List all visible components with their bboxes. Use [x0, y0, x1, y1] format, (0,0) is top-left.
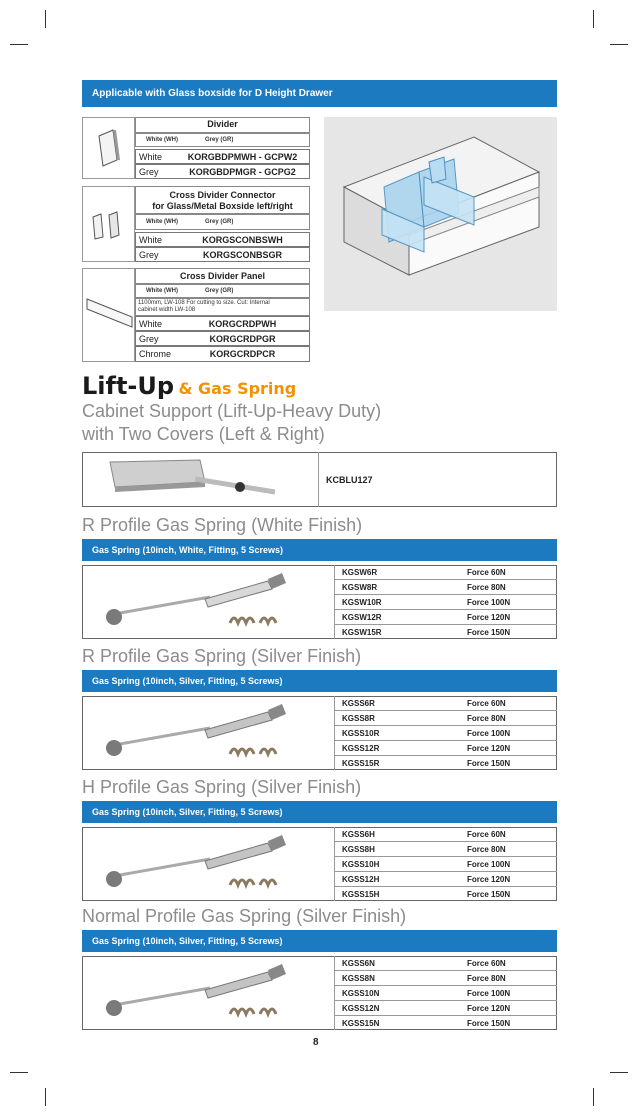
- finish-label: White: [139, 152, 163, 162]
- panel-note-1: 1100mm, LW-108 For cutting to size. Cut: Internal: [138, 300, 270, 306]
- gas-spring-image: [90, 962, 320, 1027]
- finish-label: White: [139, 235, 163, 245]
- gas-spring-icon: [90, 571, 320, 631]
- spring-force: Force 100N: [467, 598, 511, 607]
- cabinet-support-image: [105, 457, 285, 502]
- spring-code: KGSS12N: [342, 1004, 380, 1013]
- spring-force: Force 80N: [467, 845, 506, 854]
- connector-sub-grey: Grey (GR): [205, 219, 234, 225]
- spring-force: Force 60N: [467, 568, 506, 577]
- product-code: KORGCRDPGR: [209, 334, 276, 344]
- product-code: KORGBDPMGR - GCPG2: [189, 167, 296, 177]
- spring-force: Force 100N: [467, 729, 511, 738]
- spec-row: [334, 956, 557, 971]
- spec-row: [334, 971, 557, 986]
- panel-row-grey: [135, 331, 310, 346]
- spec-row: [334, 595, 557, 610]
- divider-row-white: [135, 149, 310, 164]
- crop-mark: [593, 10, 594, 28]
- page-number: 8: [313, 1037, 319, 1048]
- spec-row: [334, 696, 557, 711]
- finish-label: Grey: [139, 250, 159, 260]
- spring-force: Force 150N: [467, 1019, 511, 1028]
- finish-label: Grey: [139, 167, 159, 177]
- spring-code: KGSS15H: [342, 890, 380, 899]
- connector-title-2: for Glass/Metal Boxside left/right: [152, 201, 293, 211]
- gas-spring-image: [90, 833, 320, 898]
- spring-force: Force 120N: [467, 744, 511, 753]
- spring-force: Force 150N: [467, 890, 511, 899]
- spring-code: KGSS8R: [342, 714, 375, 723]
- spring-code: KGSS15R: [342, 759, 380, 768]
- panel-title: Cross Divider Panel: [179, 271, 266, 281]
- group-heading: R Profile Gas Spring (White Finish): [82, 515, 363, 535]
- spec-row: [334, 872, 557, 887]
- gas-spring-icon: [90, 702, 320, 762]
- connector-row-white: [135, 232, 310, 247]
- product-code: KORGSCONBSGR: [202, 250, 282, 260]
- spec-row: [334, 711, 557, 726]
- spring-force: Force 150N: [467, 759, 511, 768]
- panel-row-white: [135, 316, 310, 331]
- finish-label: White: [139, 319, 163, 329]
- spring-force: Force 100N: [467, 860, 511, 869]
- connector-sub-white: White (WH): [146, 219, 178, 225]
- divider-image-cell: [82, 117, 135, 179]
- spec-row: [334, 986, 557, 1001]
- drawer-icon: [324, 117, 557, 311]
- gas-spring-icon: [90, 962, 320, 1022]
- group-band: Gas Spring (10inch, Silver, Fitting, 5 Screws): [82, 670, 557, 692]
- group-band: Gas Spring (10inch, White, Fitting, 5 Screws): [82, 539, 557, 561]
- finish-label: Chrome: [139, 349, 172, 359]
- crop-mark: [10, 1072, 28, 1073]
- connector-icon: [83, 187, 136, 263]
- divider-sub-white: White (WH): [146, 137, 178, 143]
- cabinet-heading-2: with Two Covers (Left & Right): [82, 424, 325, 444]
- product-code: KORGCRDPCR: [209, 349, 276, 359]
- cabinet-divider: [318, 452, 319, 507]
- panel-sub-white: White (WH): [146, 288, 178, 294]
- divider-sub-grey: Grey (GR): [205, 137, 234, 143]
- spec-row: [334, 565, 557, 580]
- divider-icon: [83, 118, 136, 180]
- crop-mark: [610, 1072, 628, 1073]
- product-code: KORGCRDPWH: [208, 319, 277, 329]
- panel-image-cell: [82, 268, 135, 362]
- group-band: Gas Spring (10inch, Silver, Fitting, 5 Screws): [82, 801, 557, 823]
- top-banner-text: Applicable with Glass boxside for D Height Drawer: [92, 88, 333, 99]
- spec-row: [334, 726, 557, 741]
- top-banner: [82, 80, 557, 107]
- drawer-illustration: [324, 117, 557, 311]
- cabinet-code: KCBLU127: [326, 475, 373, 485]
- section-title-accent: & Gas Spring: [178, 379, 297, 398]
- crop-mark: [45, 1088, 46, 1106]
- section-title-main: Lift-Up: [82, 372, 175, 400]
- spring-code: KGSW15R: [342, 628, 382, 637]
- group-heading: H Profile Gas Spring (Silver Finish): [82, 777, 362, 797]
- spec-row: [334, 741, 557, 756]
- product-code: KORGBDPMWH - GCPW2: [187, 152, 298, 162]
- spec-row: [334, 1001, 557, 1016]
- gas-spring-image: [90, 702, 320, 767]
- divider-title-box: [135, 117, 310, 133]
- spring-code: KGSS10N: [342, 989, 380, 998]
- crop-mark: [593, 1088, 594, 1106]
- spring-code: KGSS10R: [342, 729, 380, 738]
- panel-icon: [83, 269, 136, 363]
- spring-force: Force 120N: [467, 1004, 511, 1013]
- spring-force: Force 120N: [467, 875, 511, 884]
- group-heading: R Profile Gas Spring (Silver Finish): [82, 646, 362, 666]
- spring-force: Force 80N: [467, 583, 506, 592]
- spring-code: KGSW8R: [342, 583, 378, 592]
- spring-code: KGSS8H: [342, 845, 375, 854]
- section-title: [82, 372, 296, 400]
- spring-force: Force 60N: [467, 959, 506, 968]
- panel-row-chrome: [135, 346, 310, 362]
- divider-title: Divider: [207, 119, 238, 129]
- spring-code: KGSS6H: [342, 830, 375, 839]
- panel-note-2: cabinet width LW-108: [138, 307, 196, 313]
- spec-row: [334, 1016, 557, 1031]
- group-heading: Normal Profile Gas Spring (Silver Finish): [82, 906, 407, 926]
- connector-title-1: Cross Divider Connector: [169, 190, 276, 200]
- spring-force: Force 60N: [467, 699, 506, 708]
- spring-code: KGSS10H: [342, 860, 380, 869]
- spring-code: KGSS15N: [342, 1019, 380, 1028]
- crop-mark: [10, 44, 28, 45]
- spring-force: Force 60N: [467, 830, 506, 839]
- spec-row: [334, 842, 557, 857]
- spec-row: [334, 610, 557, 625]
- cabinet-heading-1: Cabinet Support (Lift-Up-Heavy Duty): [82, 401, 382, 421]
- lift-up-icon: [105, 457, 285, 502]
- spring-code: KGSW10R: [342, 598, 382, 607]
- spec-row: [334, 857, 557, 872]
- spring-code: KGSS6N: [342, 959, 375, 968]
- spec-row: [334, 887, 557, 902]
- spec-row: [334, 827, 557, 842]
- group-band: Gas Spring (10inch, Silver, Fitting, 5 Screws): [82, 930, 557, 952]
- connector-row-grey: [135, 247, 310, 262]
- spring-code: KGSS12R: [342, 744, 380, 753]
- crop-mark: [45, 10, 46, 28]
- connector-image-cell: [82, 186, 135, 262]
- spring-code: KGSW12R: [342, 613, 382, 622]
- crop-mark: [610, 44, 628, 45]
- panel-sub-grey: Grey (GR): [205, 288, 234, 294]
- gas-spring-icon: [90, 833, 320, 893]
- spring-force: Force 80N: [467, 974, 506, 983]
- product-code: KORGSCONBSWH: [202, 235, 283, 245]
- spring-code: KGSS6R: [342, 699, 375, 708]
- spring-code: KGSS8N: [342, 974, 375, 983]
- spring-code: KGSS12H: [342, 875, 380, 884]
- spec-row: [334, 625, 557, 640]
- finish-label: Grey: [139, 334, 159, 344]
- gas-spring-image: [90, 571, 320, 636]
- spring-force: Force 100N: [467, 989, 511, 998]
- spring-force: Force 150N: [467, 628, 511, 637]
- spec-row: [334, 756, 557, 771]
- divider-row-grey: [135, 164, 310, 179]
- spring-code: KGSW6R: [342, 568, 378, 577]
- spec-row: [334, 580, 557, 595]
- spring-force: Force 80N: [467, 714, 506, 723]
- spring-force: Force 120N: [467, 613, 511, 622]
